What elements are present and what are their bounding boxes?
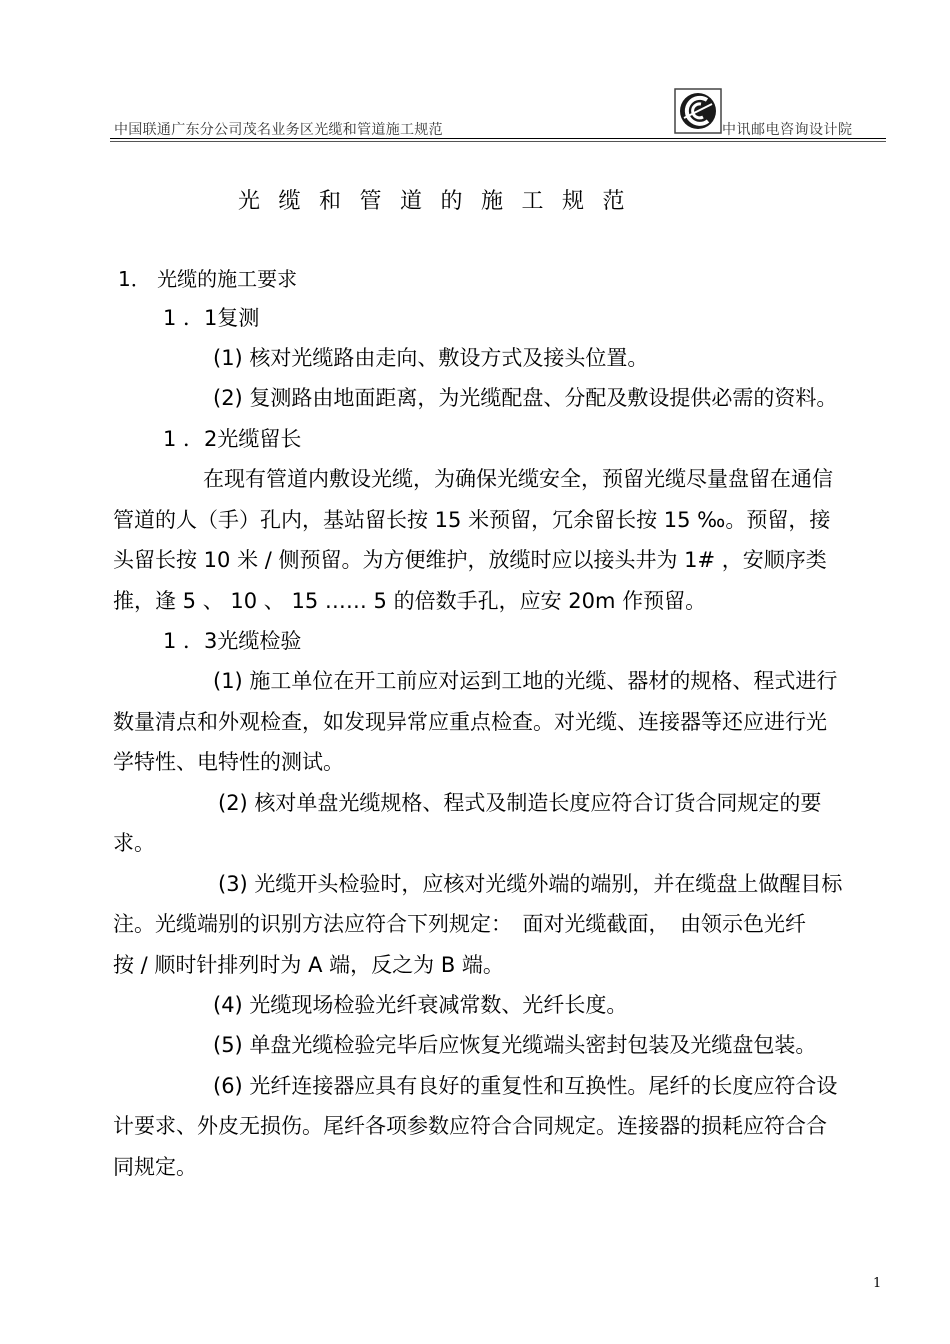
paragraph-line: 推，逢 5 、 10 、 15 …… 5 的倍数手孔，应安 20m 作预留。: [113, 589, 707, 613]
document-title: 光缆和管道的施工规范: [238, 189, 644, 214]
list-item: (6) 光纤连接器应具有良好的重复性和互换性。尾纤的长度应符合设: [213, 1074, 838, 1098]
subsection-heading: 1 ．1复测: [163, 306, 260, 330]
header-divider-secondary: [110, 141, 886, 142]
subsection-heading: 1 ．3光缆检验: [163, 629, 302, 653]
paragraph-line: 同规定。: [113, 1155, 197, 1179]
paragraph-line: 在现有管道内敷设光缆，为确保光缆安全，预留光缆尽量盘留在通信: [203, 467, 833, 491]
list-item: (2) 复测路由地面距离，为光缆配盘、分配及敷设提供必需的资料。: [213, 386, 838, 410]
header-organization-text: 中国联通广东分公司茂名业务区光缆和管道施工规范: [114, 122, 443, 138]
paragraph-line: 求。: [113, 831, 155, 855]
list-item: (4) 光缆现场检验光纤衰减常数、光纤长度。: [213, 993, 628, 1017]
subsection-heading: 1 ．2光缆留长: [163, 427, 302, 451]
page-number: 1: [873, 1276, 882, 1291]
header-institute-text: 中讯邮电咨询设计院: [722, 122, 853, 138]
paragraph-line: 管道的人（手）孔内，基站留长按 15 米预留，冗余留长按 15 ‰。预留，接: [113, 508, 831, 532]
list-item: (5) 单盘光缆检验完毕后应恢复光缆端头密封包装及光缆盘包装。: [213, 1033, 817, 1057]
paragraph-line: 学特性、电特性的测试。: [113, 750, 344, 774]
page-header: [110, 86, 886, 142]
paragraph-line: 注。光缆端别的识别方法应符合下列规定： 面对光缆截面， 由领示色光纤: [113, 912, 806, 936]
paragraph-line: 计要求、外皮无损伤。尾纤各项参数应符合合同规定。连接器的损耗应符合合: [113, 1114, 827, 1138]
section-heading: 1． 光缆的施工要求: [118, 267, 298, 291]
list-item: (1) 核对光缆路由走向、敷设方式及接头位置。: [213, 346, 649, 370]
paragraph-line: 数量清点和外观检查，如发现异常应重点检查。对光缆、连接器等还应进行光: [113, 710, 827, 734]
list-item: (2) 核对单盘光缆规格、程式及制造长度应符合订货合同规定的要: [218, 791, 822, 815]
header-divider: [110, 138, 886, 139]
paragraph-line: 按 / 顺时针排列时为 A 端，反之为 B 端。: [113, 953, 504, 977]
list-item: (1) 施工单位在开工前应对运到工地的光缆、器材的规格、程式进行: [213, 669, 838, 693]
list-item: (3) 光缆开头检验时，应核对光缆外端的端别，并在缆盘上做醒目标: [218, 872, 843, 896]
paragraph-line: 头留长按 10 米 / 侧预留。为方便维护，放缆时应以接头井为 1# ，安顺序类: [113, 548, 827, 572]
company-logo-icon: [674, 88, 722, 134]
